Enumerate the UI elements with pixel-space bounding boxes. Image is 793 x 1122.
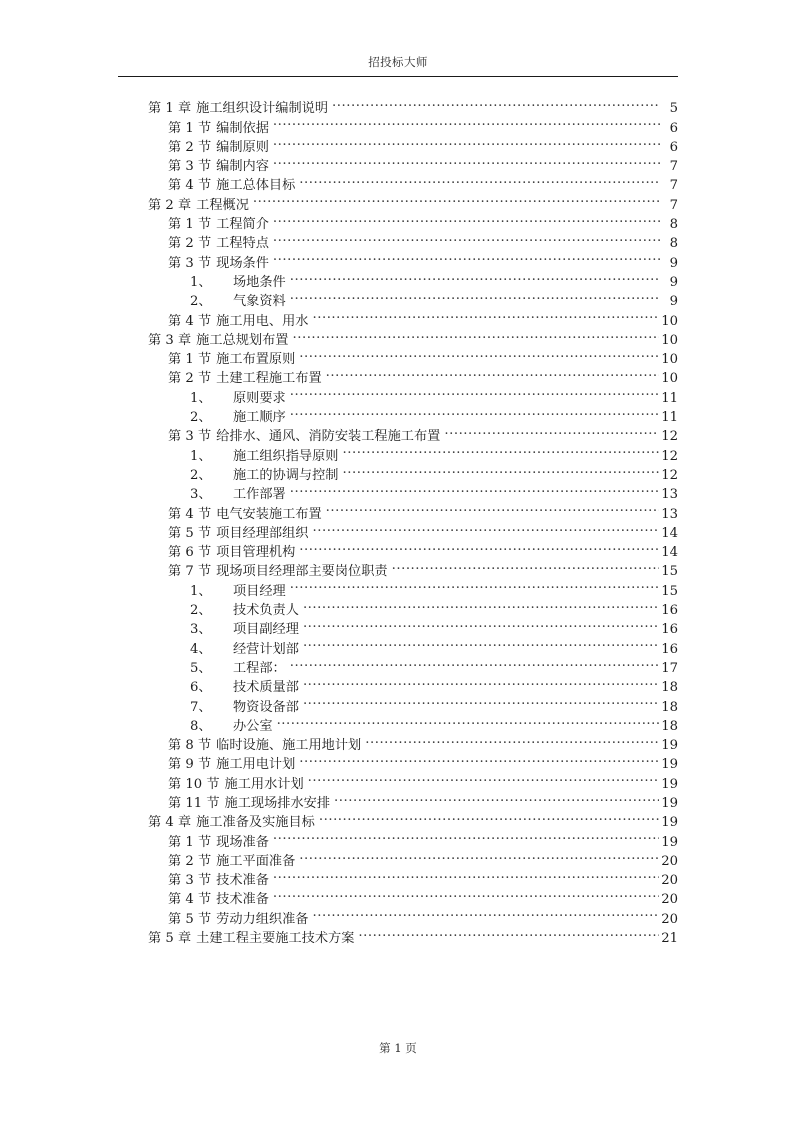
toc-entry-label: [168, 138, 269, 157]
toc-entry-title: 工作部署: [233, 487, 286, 503]
toc-leader-dots: [358, 923, 659, 942]
toc-entry-label: [168, 910, 308, 929]
toc-entry-page-number: 7: [669, 197, 678, 213]
toc-entry-number: 第 7 节: [168, 564, 212, 580]
toc-entry-title: 项目副经理: [233, 622, 299, 638]
toc-entry-title: 技术准备: [216, 873, 269, 889]
page-number-label: 第 1 页: [379, 1041, 417, 1055]
toc-entry-number: 3、: [190, 622, 212, 638]
toc-entry-label: [168, 524, 308, 543]
toc-entry-page-number: 18: [661, 718, 678, 734]
toc-leader-dots: [273, 209, 660, 228]
toc-entry-label: [190, 659, 286, 678]
toc-leader-dots: [273, 151, 660, 170]
toc-entry-page-number: 12: [661, 429, 678, 445]
toc-entry-page-number: 16: [661, 641, 678, 657]
toc-entry-title: 劳动力组织准备: [216, 911, 309, 927]
toc-leader-dots: [444, 421, 659, 440]
toc-entry-title: 经营计划部: [233, 641, 299, 657]
toc-entry-number: 第 3 节: [168, 255, 212, 271]
toc-entry-number: 2、: [190, 603, 212, 619]
toc-leader-dots: [303, 672, 659, 691]
toc-entry-title: 施工用电计划: [216, 757, 296, 773]
toc-leader-dots: [290, 479, 659, 498]
toc-entry-title: 项目经理部组织: [216, 525, 309, 541]
toc-entry-number: 2、: [190, 467, 212, 483]
toc-entry-number: 2、: [190, 294, 212, 310]
header-divider: [118, 76, 678, 77]
toc-entry-label: [190, 620, 299, 639]
toc-leader-dots: [312, 305, 659, 324]
toc-entry-title: 临时设施、施工用地计划: [216, 738, 362, 754]
toc-entry-page-number: 13: [661, 487, 678, 503]
toc-leader-dots: [290, 286, 660, 305]
toc-entry-number: 7、: [190, 699, 212, 715]
toc-entry-page-number: 17: [661, 660, 678, 676]
toc-entry-page-number: 10: [661, 352, 678, 368]
toc-entry-title: 场地条件: [233, 274, 286, 290]
toc-entry-number: 第 5 节: [168, 911, 212, 927]
toc-leader-dots: [290, 653, 659, 672]
toc-entry-page-number: 19: [661, 795, 678, 811]
toc-entry-number: 1、: [190, 390, 212, 406]
toc-entry-number: 第 5 节: [168, 525, 212, 541]
toc-entry-page-number: 12: [661, 467, 678, 483]
toc-entry-label: [168, 157, 269, 176]
toc-entry-number: 第 2 章: [148, 197, 192, 213]
toc-leader-dots: [303, 595, 659, 614]
toc-leader-dots: [326, 363, 660, 382]
toc-leader-dots: [303, 691, 659, 710]
toc-entry-number: 第 3 节: [168, 429, 212, 445]
toc-entry-page-number: 21: [661, 931, 678, 947]
toc-entry-page-number: 14: [661, 545, 678, 561]
toc-leader-dots: [303, 633, 659, 652]
toc-entry-page-number: 6: [669, 139, 678, 155]
toc-entry-number: 第 1 章: [148, 101, 192, 117]
toc-leader-dots: [303, 614, 659, 633]
toc-entry-title: 电气安装施工布置: [216, 506, 322, 522]
toc-entry-number: 第 2 节: [168, 139, 212, 155]
toc-entry-label: [168, 890, 269, 909]
toc-entry-label: [168, 794, 330, 813]
toc-entry-label: [168, 350, 295, 369]
toc-entry-page-number: 9: [669, 274, 678, 290]
toc-entry-page-number: 11: [661, 410, 678, 426]
toc-entry-label: [190, 408, 286, 427]
toc-entry-title: 编制内容: [216, 159, 269, 175]
toc-entry-label: [148, 929, 354, 948]
toc-leader-dots: [319, 807, 659, 826]
toc-leader-dots: [299, 749, 659, 768]
toc-entry-page-number: 19: [661, 815, 678, 831]
toc-leader-dots: [273, 826, 659, 845]
toc-entry-title: 技术质量部: [233, 680, 299, 696]
toc-leader-dots: [273, 228, 660, 247]
toc-entry-page-number: 6: [669, 120, 678, 136]
toc-entry-number: 第 2 节: [168, 236, 212, 252]
toc-entry-title: 物资设备部: [233, 699, 299, 715]
toc-entry-title: 技术准备: [216, 892, 269, 908]
toc-entry-page-number: 20: [661, 873, 678, 889]
toc-entry-page-number: 8: [669, 217, 678, 233]
toc-entry-label: [168, 755, 295, 774]
toc-entry-page-number: 18: [661, 699, 678, 715]
toc-entry-number: 第 4 章: [148, 815, 192, 831]
toc-entry-title: 施工总体目标: [216, 178, 296, 194]
toc-entry-title: 施工布置原则: [216, 352, 296, 368]
toc-entry-title: 工程简介: [216, 217, 269, 233]
toc-entry-title: 土建工程施工布置: [216, 371, 322, 387]
toc-entry-label: [148, 196, 249, 215]
toc-entry-number: 4、: [190, 641, 212, 657]
toc-entry-page-number: 10: [661, 371, 678, 387]
toc-entry-page-number: 15: [661, 583, 678, 599]
toc-entry-title: 给排水、通风、消防安装工程施工布置: [216, 429, 441, 445]
toc-leader-dots: [299, 846, 659, 865]
toc-entry-title: 施工顺序: [233, 410, 286, 426]
toc-entry-title: 气象资料: [233, 294, 286, 310]
toc-leader-dots: [299, 537, 659, 556]
toc-entry-number: 5、: [190, 660, 212, 676]
toc-entry-page-number: 14: [661, 525, 678, 541]
toc-entry-label: [190, 678, 299, 697]
toc-entry-page-number: 19: [661, 776, 678, 792]
toc-entry-number: 第 3 节: [168, 873, 212, 889]
toc-entry-label: [190, 601, 299, 620]
toc-entry-page-number: 13: [661, 506, 678, 522]
toc-leader-dots: [312, 903, 659, 922]
toc-entry-number: 第 2 节: [168, 853, 212, 869]
toc-entry-title: 工程部：: [233, 660, 286, 676]
toc-entry-page-number: 9: [669, 294, 678, 310]
toc-entry-title: 施工现场排水安排: [224, 795, 331, 811]
toc-leader-dots: [290, 402, 659, 421]
toc-leader-dots: [299, 170, 660, 189]
toc-entry-number: 第 4 节: [168, 178, 212, 194]
toc-entry-title: 工程特点: [216, 236, 269, 252]
toc-entry-page-number: 19: [661, 738, 678, 754]
toc-leader-dots: [273, 132, 660, 151]
toc-entry-number: 第 4 节: [168, 892, 212, 908]
toc-entry-number: 第 10 节: [168, 776, 220, 792]
toc-entry-title: 施工用电、用水: [216, 313, 309, 329]
toc-entry-title: 土建工程主要施工技术方案: [196, 931, 355, 947]
toc-leader-dots: [277, 711, 660, 730]
toc-entry-page-number: 18: [661, 680, 678, 696]
toc-entry-number: 第 1 节: [168, 120, 212, 136]
toc-leader-dots: [308, 768, 660, 787]
toc-entry-title: 技术负责人: [233, 603, 299, 619]
toc-entry-page-number: 9: [669, 255, 678, 271]
toc-leader-dots: [299, 344, 659, 363]
toc-entry-page-number: 15: [661, 564, 678, 580]
toc-leader-dots: [273, 112, 660, 131]
toc-entry-page-number: 16: [661, 622, 678, 638]
toc-entry-title: 施工用水计划: [224, 776, 304, 792]
toc-entry-number: 1、: [190, 583, 212, 599]
toc-entry-page-number: 20: [661, 892, 678, 908]
toc-entry-number: 3、: [190, 487, 212, 503]
toc-entry-number: 第 2 节: [168, 371, 212, 387]
toc-entry-label: [168, 543, 295, 562]
toc-entry-label: [168, 234, 269, 253]
toc-entry-page-number: 10: [661, 313, 678, 329]
toc-entry-number: 第 1 节: [168, 834, 212, 850]
toc-entry-title: 施工总规划布置: [196, 332, 289, 348]
toc-entry-label: [168, 119, 269, 138]
toc-entry-title: 办公室: [233, 718, 273, 734]
toc-leader-dots: [253, 189, 660, 208]
toc-leader-dots: [334, 788, 659, 807]
toc-entry-label: [168, 312, 308, 331]
toc-entry-number: 第 3 节: [168, 159, 212, 175]
toc-entry-label: [190, 447, 339, 466]
toc-leader-dots: [326, 498, 660, 517]
toc-entry-title: 编制原则: [216, 139, 269, 155]
toc-entry-title: 项目管理机构: [216, 545, 296, 561]
toc-entry-title: 工程概况: [196, 197, 249, 213]
toc-leader-dots: [273, 247, 660, 266]
toc-entry-page-number: 7: [669, 159, 678, 175]
header-title: 招投标大师: [368, 55, 428, 69]
toc-entry-number: 8、: [190, 718, 212, 734]
toc-entry-title: 现场准备: [216, 834, 269, 850]
toc-entry-title: 项目经理: [233, 583, 286, 599]
toc-entry-number: 6、: [190, 680, 212, 696]
toc-leader-dots: [290, 267, 660, 286]
toc-entry-label: [190, 485, 286, 504]
toc-leader-dots: [365, 730, 659, 749]
toc-entry-number: 1、: [190, 274, 212, 290]
toc-entry-page-number: 5: [669, 101, 678, 117]
toc-entry-title: 编制依据: [216, 120, 269, 136]
toc-entry-number: 第 8 节: [168, 738, 212, 754]
toc-entry-number: 第 1 节: [168, 352, 212, 368]
toc-entry-title: 现场条件: [216, 255, 269, 271]
toc-entry-label: [168, 833, 269, 852]
toc-leader-dots: [343, 440, 660, 459]
toc-entry-label: [190, 640, 299, 659]
toc-entry-label: [168, 775, 304, 794]
toc-entry-label: [148, 331, 288, 350]
toc-leader-dots: [290, 575, 659, 594]
toc-leader-dots: [290, 382, 659, 401]
toc-entry-number: 第 4 节: [168, 506, 212, 522]
toc-entry-number: 第 4 节: [168, 313, 212, 329]
toc-entry-page-number: 7: [669, 178, 678, 194]
toc-leader-dots: [292, 325, 659, 344]
toc-entry-page-number: 12: [661, 448, 678, 464]
toc-entry-label: [190, 582, 286, 601]
toc-entry-label: [168, 215, 269, 234]
toc-entry-number: 2、: [190, 410, 212, 426]
toc-entry-title: 原则要求: [233, 390, 286, 406]
toc-entry-title: 施工平面准备: [216, 853, 296, 869]
page-footer: [118, 1040, 678, 1056]
toc-entry[interactable]: [118, 93, 678, 117]
toc-entry-title: 施工准备及实施目标: [196, 815, 315, 831]
toc-entry-number: 第 1 节: [168, 217, 212, 233]
toc-entry-page-number: 19: [661, 834, 678, 850]
toc-leader-dots: [273, 865, 659, 884]
toc-entry-page-number: 19: [661, 757, 678, 773]
toc-entry-page-number: 16: [661, 603, 678, 619]
toc-leader-dots: [392, 556, 660, 575]
toc-entry-title: 现场项目经理部主要岗位职责: [216, 564, 388, 580]
toc-entry-label: [168, 871, 269, 890]
toc-entry-title: 施工的协调与控制: [233, 467, 339, 483]
toc-entry-label: [190, 389, 286, 408]
toc-entry-label: [190, 717, 273, 736]
toc-entry-page-number: 10: [661, 332, 678, 348]
toc-leader-dots: [312, 518, 659, 537]
toc-entry-label: [168, 254, 269, 273]
toc-entry-page-number: 20: [661, 853, 678, 869]
toc-leader-dots: [273, 884, 659, 903]
toc-entry-page-number: 20: [661, 911, 678, 927]
toc-entry-number: 第 9 节: [168, 757, 212, 773]
toc-leader-dots: [332, 93, 660, 112]
toc-entry-number: 第 11 节: [168, 795, 220, 811]
toc-entry-label: [168, 505, 322, 524]
toc-entry-number: 第 5 章: [148, 931, 192, 947]
page-header: [118, 55, 678, 69]
toc-entry-title: 施工组织指导原则: [233, 448, 339, 464]
toc-entry-label: [190, 273, 286, 292]
toc-entry-title: 施工组织设计编制说明: [196, 101, 329, 117]
toc-entry-number: 第 3 章: [148, 332, 192, 348]
toc-entry-number: 1、: [190, 448, 212, 464]
toc-entry-number: 第 6 节: [168, 545, 212, 561]
toc-entry-label: [190, 292, 286, 311]
toc-entry-page-number: 8: [669, 236, 678, 252]
table-of-contents: [118, 93, 678, 947]
toc-entry-page-number: 11: [661, 390, 678, 406]
toc-leader-dots: [343, 460, 660, 479]
